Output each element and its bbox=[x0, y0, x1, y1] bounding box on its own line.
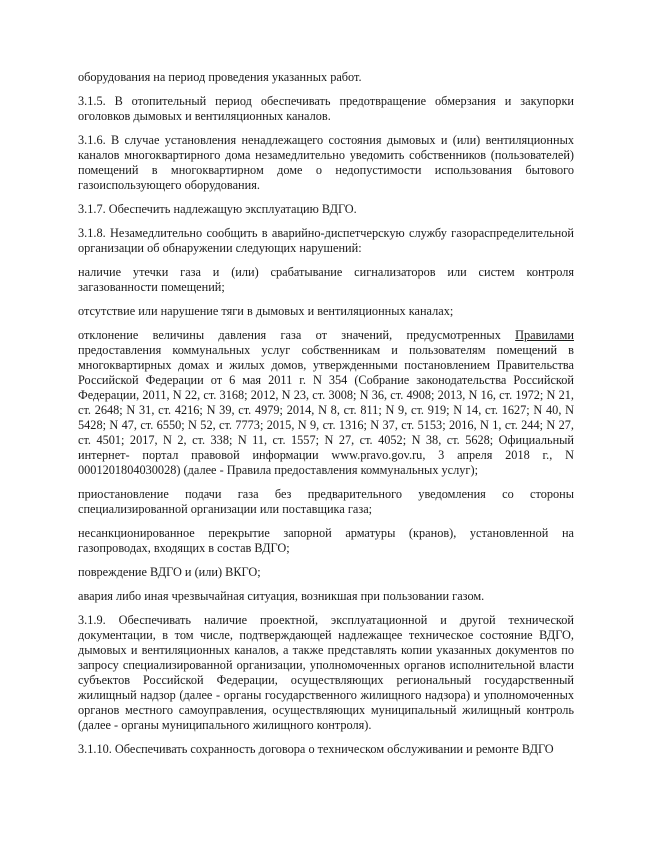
paragraph-3-1-10: 3.1.10. Обеспечивать сохранность договора о техническом обслуживании и ремонте ВДГО bbox=[78, 742, 554, 756]
paragraph-equipment-continuation: оборудования на период проведения указанных работ. bbox=[78, 70, 362, 84]
paragraph-unauthorized-shutoff: несанкционированное перекрытие запорной арматуры (кранов), установленной на газопроводах, входящих в состав ВДГО; bbox=[78, 526, 574, 555]
paragraph-draft-absence: отсутствие или нарушение тяги в дымовых и вентиляционных каналах; bbox=[78, 304, 454, 318]
rules-link[interactable]: Правилами bbox=[515, 328, 574, 342]
paragraph-supply-suspension: приостановление подачи газа без предварительного уведомления со стороны специализированной организации или поставщика газа; bbox=[78, 487, 574, 516]
pressure-deviation-text-after: предоставления коммунальных услуг собственникам и пользователям помещений в многоквартирных домах и жилых домов, утвержденными постановлением Правительства Российской Федерации от 6 мая 2011 г. N 354 (Собрание законодательства Российской Федерации, 2011, N 22, ст. 3168; 2012, N 23, ст. 3008; N 36, ст. 4908; 2013, N 16, ст. 1972; N 21, ст. 2648; N 31, ст. 4216; N 39, ст. 4979; 2014, N 8, ст. 811; N 9, ст. 919; N 14, ст. 1627; N 40, N 5428; N 47, ст. 6550; N 52, ст. 7773; 2015, N 9, ст. 1316; N 37, ст. 5153; 2016, N 1, ст. 244; N 27, ст. 4501; 2017, N 2, ст. 338; N 11, ст. 1557; N 27, ст. 4052; N 38, ст. 5628; Официальный интернет- портал правовой информации www.pravo.gov.ru, 3 апреля 2018 г., N 0001201804030028) (далее - Правила предоставления коммунальных услуг); bbox=[78, 343, 574, 477]
paragraph-accident: авария либо иная чрезвычайная ситуация, возникшая при пользовании газом. bbox=[78, 589, 485, 603]
paragraph-gas-leak: наличие утечки газа и (или) срабатывание сигнализаторов или систем контроля загазованности помещений; bbox=[78, 265, 574, 294]
paragraph-3-1-6: 3.1.6. В случае установления ненадлежащего состояния дымовых и (или) вентиляционных каналов многоквартирного дома незамедлительно уведомить собственников (пользователей) помещений в многоквартирном доме о недопустимости использования бытового газоиспользующего оборудования. bbox=[78, 133, 574, 192]
paragraph-3-1-7: 3.1.7. Обеспечить надлежащую эксплуатацию ВДГО. bbox=[78, 202, 357, 216]
paragraph-3-1-9: 3.1.9. Обеспечивать наличие проектной, эксплуатационной и другой технической документации, в том числе, подтверждающей надлежащее техническое состояние ВДГО, дымовых и вентиляционных каналов, а также представлять копии указанных документов по запросу специализированной организации, уполномоченных органов исполнительной власти субъектов Российской Федерации, осуществляющих региональный государственный жилищный надзор (далее - органы государственного жилищного надзора) и уполномоченных органов местного самоуправления, осуществляющих муниципальный жилищный контроль (далее - органы муниципального жилищного контроля). bbox=[78, 613, 574, 732]
document-body bbox=[78, 70, 574, 766]
pressure-deviation-text-before: отклонение величины давления газа от значений, предусмотренных bbox=[78, 328, 516, 342]
paragraph-3-1-5: 3.1.5. В отопительный период обеспечивать предотвращение обмерзания и закупорки оголовков дымовых и вентиляционных каналов. bbox=[78, 94, 574, 123]
paragraph-damage: повреждение ВДГО и (или) ВКГО; bbox=[78, 565, 261, 579]
paragraph-pressure-deviation bbox=[78, 328, 574, 478]
paragraph-3-1-8: 3.1.8. Незамедлительно сообщить в аварийно-диспетчерскую службу газораспределительной организации об обнаружении следующих нарушений: bbox=[78, 226, 574, 255]
